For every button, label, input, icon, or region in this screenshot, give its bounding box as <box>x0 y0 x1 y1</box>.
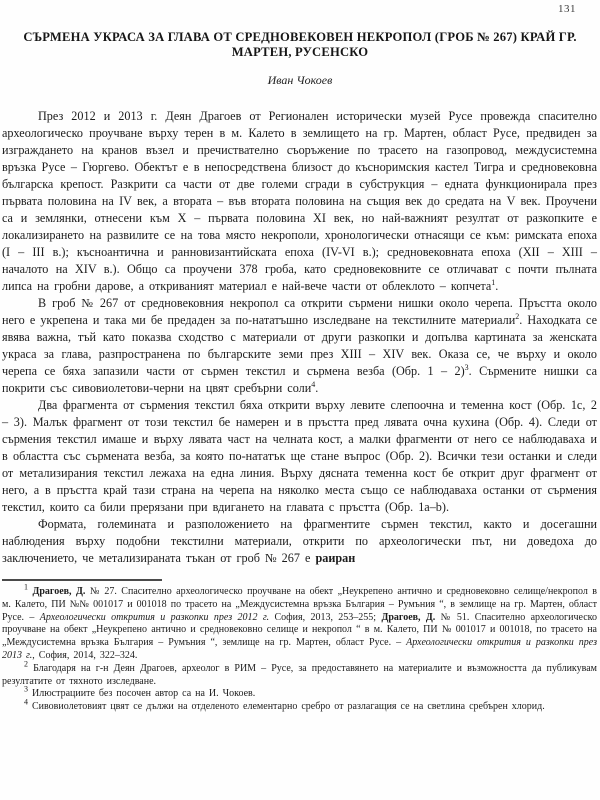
footnotes-block <box>2 582 598 714</box>
footnote: $^3$ Илюстрациите без посочен автор са на И. Чокоев. <box>24 685 256 700</box>
body-paragraph: През 2012 и 2013 г. Деян Драгоев от Регионален исторически музей Русе провежда спасително археологическо проучване върху терен в м. Калето в землището на гр. Мартен, област Русе, предвиден за изграждането на кранов възел и пречиствателно съоръжение по трасето на газопровод, междусистемна връзка Русе – Гюргево. Обектът е в непосредствена близост до късноримския кастел Тигра и средновековна българска крепост. Разкрити са части от две големи сгради в субструкция – едната функционирала през първата половина на IV век, а втората – във втората половина на същия век до средата на V век. Проучени са и землянки, отнесени към X – първата половина XI век, но най-важният резултат от разкопките е локализирането на развилите се на това място некрополи, хронологически отнасящи се към: римската епоха (I – III в.); късноантична и ранновизантийската епоха (IV-VI в.); средновековната епоха (XII – XIII – началото на XIV в.). Общо са проучени 378 гроба, като средновековните се отличават с почти пълната липса на гробни дарове, а откриваният материал е най-вече части от облеклото – копчета$^1$. <box>2 109 597 293</box>
article-body <box>2 108 597 567</box>
body-paragraph: Два фрагмента от сърмения текстил бяха открити върху левите слепоочна и теменна кост (Обр. 1с, 2 – 3). Малък фрагмент от този текстил бе намерен и в пръстта пред лявата очна кухина (Обр. 4). Следи от сърмения текстил имаше и върху лявата част на челната кост, а малки фрагменти от него се наблюдаваха и в областта със сърмената везба, за която по-нататък ще стане въпрос (Обр. 2). Всички тези останки и следи от метализирания текстил лежаха на една линия. Върху дясната теменна кост бе открит друг фрагмент от него, а в пръстта край тази страна на черепа на няколко места също се наблюдаваха останки от сърмения текстил, които са били прерязани при вдигането на главата с пръстта (Обр. 1a–b). <box>2 398 597 514</box>
body-paragraph: Формата, големината и разположението на фрагментите сърмен текстил, както и досегашни наблюдения върху подобни текстилни материали, открити по археологически път, ни доведоха до заключението, че метализираната тъкан от гроб № 267 е раиран <box>2 517 597 565</box>
paper-title: СЪРМЕНА УКРАСА ЗА ГЛАВА ОТ СРЕДНОВЕКОВЕН НЕКРОПОЛ (ГРОБ № 267) КРАЙ ГР. МАРТЕН, РУСЕНСКО <box>23 30 577 59</box>
page-number: 131 <box>558 3 576 15</box>
author-name: Иван Чокоев <box>267 73 333 87</box>
footnote: $^1$ Драгоев, Д. № 27. Спасително археологическо проучване на обект „Неукрепено антично и средновековно селище/некропол в м. Калето, ПИ №№ 001017 и 001018 по трасето на „Междусистемна връзка България – Румъния “, в землище на гр. Мартен, област Русе. – Археологически открития и разкопки през 2012 г. София, 2013, 253–255; Драгоев, Д. № 51. Спасително археологическо проучване на обект „Неукрепено антично и средновековно селище и некропол “ в м. Калето, ПИ № 001017 и 001018, по трасето на „Междусистемна връзка България – Румъния “, землище на гр. Мартен, област Русе. – Археологически открития и разкопки през 2013 г., София, 2014, 322–324. <box>2 582 598 661</box>
footnote-separator <box>2 579 162 581</box>
body-paragraph: В гроб № 267 от средновековния некропол са открити сърмени нишки около черепа. Пръстта около него е укрепена и така ми бе предаден за по-нататъшно изследване на текстилните материали$^2$. Находката се явява важна, тъй като показва сходство с материали от други разкопки и допълва картината за женската украса за глава, разпространена по българските земи през XIII – XIV век. Оказа се, че върху и около черепа се бяха запазили части от сърмен текстил и сърмена везба (Обр. 1 – 2)$^3$. Сърмените нишки са покрити със сивовиолетови-черни на цвят сребърни соли$^4$. <box>2 296 597 395</box>
footnote: $^2$ Благодаря на г-н Деян Драгоев, археолог в РИМ – Русе, за предоставянето на материалите и възможността да публикувам резултатите от тяхното изследване. <box>2 659 597 687</box>
footnote: $^4$ Сивовиолетовият цвят се дължи на отделеното елементарно сребро от разлагащия се на светлина сребърен хлорид. <box>24 697 545 713</box>
